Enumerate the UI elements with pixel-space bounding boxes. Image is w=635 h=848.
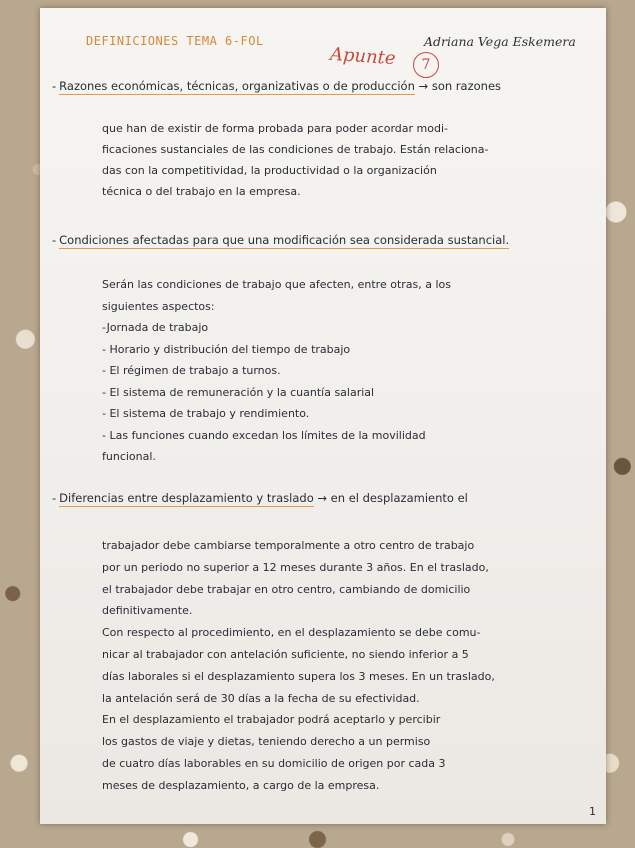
text-line: Serán las condiciones de trabajo que afecten, entre otras, a los	[102, 278, 451, 291]
list-item: -Jornada de trabajo	[102, 321, 209, 334]
text-line: técnica o del trabajo en la empresa.	[102, 185, 301, 198]
list-item: - El sistema de trabajo y rendimiento.	[102, 407, 310, 420]
text-line: das con la competitividad, la productividad o la organización	[102, 164, 437, 177]
section-heading-text: Diferencias entre desplazamiento y traslado	[59, 491, 314, 505]
text-line: siguientes aspectos:	[102, 299, 215, 313]
list-item: - El sistema de remuneración y la cuantía salarial	[102, 385, 375, 399]
section-body-condiciones	[102, 274, 451, 468]
text-line: meses de desplazamiento, a cargo de la empresa.	[102, 778, 380, 792]
text-line: que han de existir de forma probada para poder acordar modi-	[102, 122, 448, 135]
list-item: - Horario y distribución del tiempo de trabajo	[102, 342, 351, 356]
text-line: el trabajador debe trabajar en otro centro, cambiando de domicilio	[102, 582, 471, 596]
section-heading-text: Razones económicas, técnicas, organizativas o de producción	[59, 79, 415, 93]
text-line: por un periodo no superior a 12 meses durante 3 años. En el traslado,	[102, 560, 489, 574]
text-line: nicar al trabajador con antelación suficiente, no siendo inferior a 5	[102, 647, 469, 661]
page-number: 1	[589, 805, 596, 818]
list-item: - El régimen de trabajo a turnos.	[102, 364, 281, 377]
approval-mark: Apunte	[329, 43, 397, 70]
text-line: días laborales si el desplazamiento supera los 3 meses. En un traslado,	[102, 669, 495, 683]
section-heading-text: Condiciones afectadas para que una modificación sea considerada sustancial.	[59, 233, 510, 247]
document-title: DEFINICIONES TEMA 6-FOL	[86, 34, 264, 48]
text-line: En el desplazamiento el trabajador podrá aceptarlo y percibir	[102, 713, 441, 727]
list-item: - Las funciones cuando excedan los límites de la movilidad	[102, 428, 426, 442]
text-line: funcional.	[102, 450, 156, 463]
text-line: definitivamente.	[102, 604, 193, 618]
text-line: Con respecto al procedimiento, en el desplazamiento se debe comu-	[102, 626, 481, 640]
section-heading-condiciones: - Condiciones afectadas para que una modificación sea considerada sustancial.	[52, 233, 510, 247]
section-heading-tail: → en el desplazamiento el	[317, 491, 468, 505]
text-line: la antelación será de 30 días a la fecha de su efectividad.	[102, 691, 420, 705]
section-heading-diferencias: - Diferencias entre desplazamiento y traslado → en el desplazamiento el	[52, 491, 468, 505]
text-line: trabajador debe cambiarse temporalmente a otro centro de trabajo	[102, 539, 475, 552]
section-heading-tail: → son razones	[418, 79, 502, 93]
text-line: de cuatro días laborables en su domicilio de origen por cada 3	[102, 756, 446, 770]
author-name: Adriana Vega Eskemera	[424, 34, 576, 49]
section-body-razones	[102, 118, 488, 202]
section-body-diferencias	[102, 535, 495, 797]
section-heading-razones: - Razones económicas, técnicas, organizativas o de producción → son razones	[52, 79, 502, 93]
grade-circle: 7	[413, 52, 439, 78]
text-line: ficaciones sustanciales de las condiciones de trabajo. Están relaciona-	[102, 143, 489, 156]
notebook-page	[40, 8, 606, 824]
text-line: los gastos de viaje y dietas, teniendo derecho a un permiso	[102, 735, 431, 749]
